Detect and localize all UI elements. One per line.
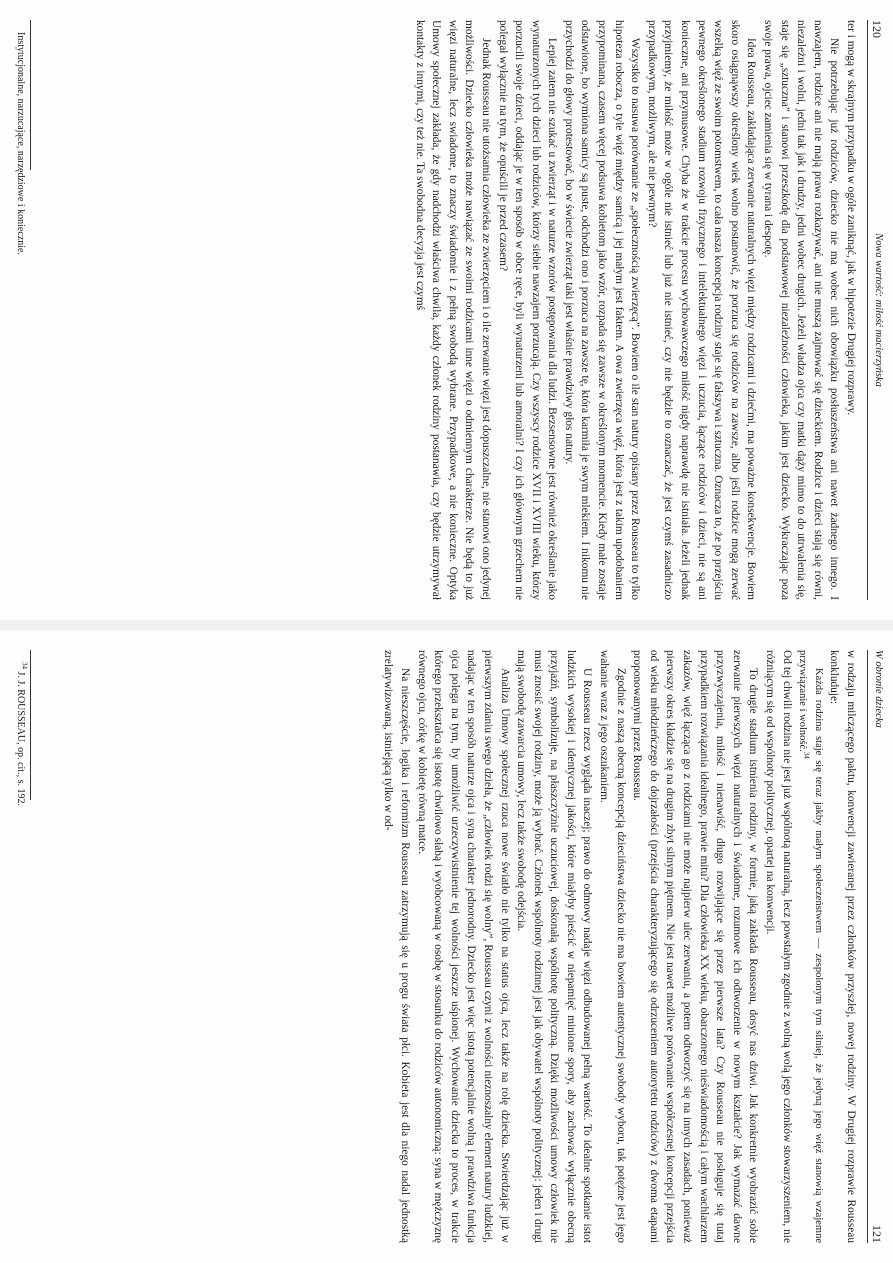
left-footnote [14,20,31,600]
right-footnote [14,650,31,1243]
paragraph: w rodzaju milczącego paktu, konwencji zawieranej przez członków przyszłej, nowej rodziny. W Drugiej rozprawie Rousseau konkluduje: [828,650,857,1243]
paragraph: U Rousseau rzecz wygląda inaczej; prawo do odmowy nadaje więzi odbudowanej pełną wartość. To idealne spotkanie istot ludzkich wysokiej i identycznej jakości, które miałyby pieścić w niepamięć minione spory, aby zachować wyłącznie obecną przyjaźń, symbolizuje, na płaszczyźnie uczuciowej, doskonałą wspólnotę polityczną. Dzięki możliwości umowy człowiek nie musi znosić swojej rodziny, może ją wybrać. Członek wspólnoty rodzinnej jest jak obywatel wspólnoty politycznej: jeden i drugi mają swobodę zawarcia umowy, lecz także swobodę odejścia. [515,650,594,1243]
footnote-mark: 34 [802,751,811,759]
paragraph: Na nieszczęście, logika i reformizm Rousseau zatrzymują się u progu świata płci. Kobieta jest dla niego nadal jednostką zrelatywizowaną, istniejącą tylko w od- [382,650,411,1243]
block-quote [795,650,826,1243]
paragraph: Lepiej zatem nie szukać u zwierząt i w naturze wzorów postępowania dla ludzi. Bezsensowne jest również określanie jako wynaturzonych tych dzieci lub rodziców, którzy siebie nawzajem porzucają. Czy wszyscy rodzice XVII i XVIII wieku, którzy porzucili swoje dzieci, oddając je w ten sposób w obce ręce, byli wynaturzeni lub amoralni? I czy ich głównym grzechem nie polegał wyłącznie na tym, że opuścili je przed czasem? [496,20,559,600]
running-title: Nowa wartość: miłość macierzyńska [873,233,884,387]
paragraph: ter i mogą w skrajnym przypadku w ogóle zaniknąć, jak w hipotezie Drugiej rozprawy. [845,20,857,416]
footnote-rule [30,650,31,800]
quote-text: Każda rodzina staje się teraz jakby małym społeczeństwem — zespolonym tym silniej, że jedyną jego więź stanowią wzajemne przywiązanie i wolność. [797,650,824,1243]
paragraph: Od tej chwili rodzina nie jest już wspólnotą naturalną, lecz powstałym zgodnie z wolną wolą jego członków stowarzyszeniem, nie różniącym się od wspólnoty politycznej, opartej na konwencji. [764,650,793,1243]
right-page-body [380,650,859,1243]
paragraph: Analiza Umowy społecznej rzuca nowe światło nie tylko na status ojca, lecz także na rolę dziecka. Stwierdzając już w pierwszym zdaniu swego dzieła, że „człowiek rodzi się wolny”, Rousseau czyni z wolności nieznoszalny element natury ludzkiej, nadając w ten sposób naturze ojca i syna charakter jednorodny. Dziecko jest więc istotą potencjalnie wolną i prawdziwa funkcja ojca polega na tym, by umożliwić urzeczywistnienie tej wolności jeszcze uśpionej. Wychowanie dziecka to proces, w trakcie którego przekształca się istotę chwilowo słabą i wyobcowaną w osobę w stosunku do rodziców autonomiczną: syna w mężczyznę równego ojcu, córkę w kobietę równą matce. [415,650,511,1243]
paragraph: To drugie stadium istnienia rodziny, w formie, jaką zakłada Rousseau, dosyć nas dziwi. Jak konkretnie wyobrazić sobie zerwanie pierwszych więzi naturalnych i świadome, rozumowe ich odtworzenie w nowym kształcie? Jak wymazać dawne przyzwyczajenia, miłość i nienawiść, długo rozwijające się przez pierwsze lata? Czy Rousseau nie posługuje się tutaj przypadkiem rozwiązania idealnego, prawie mitu? Dla człowieka XX wieku, obarczonego nieświadomością i całym wachlarzem zakazów, więź łącząca go z rodzicami nie może najpierw ulec zerwaniu, a potem odtworzyć się na innych zasadach, ponieważ pierwszy okres kładzie się na drugim zbyt silnym piętnem. Nie jest nawet możliwe porównanie współczesnej koncepcji przejścia od wieku młodzieńczego do dojrzałości (przejścia charakteryzującego się odrzuceniem autorytetu rodziców) z dwoma etapami proponowanymi przez Rousseau. [631,650,760,1243]
footnote-text: Instytucjonalne, narzucające, narzędziowe i koniecznie. [15,32,26,255]
paragraph: Jednak Rousseau nie utożsamia człowieka ze zwierzęciem i o ile zerwanie więzi jest dopuszczalne, nie stanowi ono jedynej możliwości. Dziecko człowieka może nawiązać ze swoimi rodzicami inne więzi o odmiennym charakterze. Nie będą to już więzi naturalne, lecz swiadome, to znaczy świadomie i z pełną swobodą wybrane. Przypadkowe, a nie konieczne. Optyka Umowy społecznej zakłada, że gdy nadchodzi właściwa chwila, każdy członek rodziny postanawia, czy będzie utrzymywał kontakty z innymi, czy też nie. Ta swobodna decyzja jest czymś [413,20,492,600]
footnote-mark: 34 [20,662,29,669]
paragraph: Idea Rousseau, zakładająca zerwanie naturalnych więzi między rodzicami i dziećmi, ma poważne konsekwencje. Bowiem skoro osiągnąwszy określony wiek wolno postanowić, że porzuca się rodziców na zawsze, albo jeśli rodzice mogą zerwać wszelką więź ze swoim potomstwem, to cała nasza koncepcja rodziny staje się fałszywa i sztuczna. Oznacza to, że po przejściu pewnego określonego stadium rozwoju fizycznego i intelektualnego więzi i uczucia, łączące rodziców i dzieci, nie są ani konieczne, ani przymusowe. Chyba że w trakcie procesu wychowawczego miłość nigdy naprawdę nie istniała. Jeżeli jednak przyjmiemy, że miłość może w ogóle nie istnieć lub już nie istnieć, czy nie będzie to oznaczać, że jest czymś zasadniczo przypadkowym, możliwym, ale nie pewnym? [645,20,758,600]
book-gutter [0,620,893,630]
left-page [0,0,893,620]
right-page [0,630,893,1263]
paragraph: Zgodnie z naszą obecną koncepcją dzieciństwa dziecko nie ma bowiem autentycznej swobody wyboru, tak potężne jest jego wahanie wraz z jego oszukaniem. [598,650,627,1243]
page-number: 120 [870,20,884,38]
right-page-header [867,650,886,1243]
footnote-rule [30,20,31,170]
paragraph: Nie potrzebując już rodziców, dziecko nie ma wobec nich obowiązku posłuszeństwa ani nawet żadnego innego. I nawzajem, rodzice ani nie mają prawa rozkazywać, ani nie muszą zajmować się dzieckiem. Rodzice i dzieci stają się równi, niezależni i wolni, jedni tak jak i drudzy, jedni wobec drugich. Jeżeli władza ojca czy matki dąży mimo to do utrwalenia się, staje się „sztuczna” i stanowi przeszkodę dla podstawowej niezależności człowieka, jakim jest dziecko. Wykraczając poza swoje prawa, ojciec zamienia się w tyrana i despotę. [762,20,841,600]
left-page-body [411,20,859,600]
running-title: W obronie dziecka [873,650,884,728]
page-number: 121 [870,1225,884,1243]
left-page-header [867,20,886,600]
paragraph: Wszystko to nasuwa porównanie ze „społecznością zwierzęcą”. Bowiem o ile stan natury opisany przez Rousseau to tylko hipoteza robocza, o tyle więź między samicą i jej małym jest faktem. A owa zwierzęca więź, która jest z takim upodobaniem przypominana, czasem więcej podsuwa kobietom jako wzór, rozpada się zawsze w określonym momencie. Kiedy małe zostaje odstawione, bo wymiona samicy są puste, odchodzi ono i porzuca na zawsze tę, która karmiła je swym mlekiem. I nikomu nie przychodzi do głowy protestować, bo w świecie zwierząt taki jest właśnie prawdziwy głos natury. [562,20,642,600]
footnote-text: J. J. ROUSSEAU, op. cit., s. 192. [15,671,26,806]
